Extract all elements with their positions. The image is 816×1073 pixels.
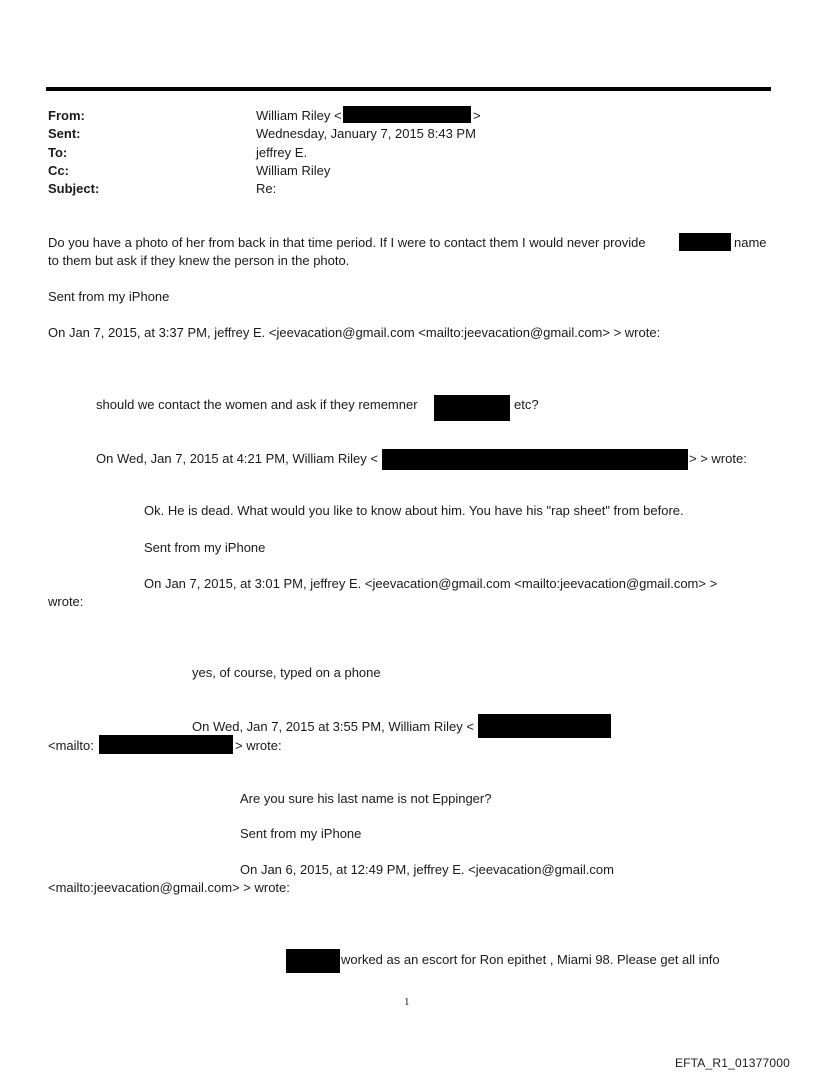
redaction-box	[343, 106, 471, 123]
quote-header-end: > wrote:	[235, 738, 282, 753]
quote-header: On Jan 7, 2015, at 3:37 PM, jeffrey E. <jeevacation@gmail.com <mailto:jeevacation@gmail.com> > wrote:	[48, 325, 661, 340]
sent-value: Wednesday, January 7, 2015 8:43 PM	[256, 126, 476, 141]
page-number: 1	[404, 996, 410, 1008]
quoted-text: should we contact the women and ask if they rememner	[96, 397, 418, 412]
cc-label: Cc:	[48, 163, 69, 178]
to-label: To:	[48, 145, 68, 160]
signature: Sent from my iPhone	[144, 540, 266, 555]
redaction-box	[99, 735, 233, 754]
quoted-text: yes, of course, typed on a phone	[192, 665, 381, 680]
quoted-text: etc?	[514, 397, 539, 412]
quote-header: On Wed, Jan 7, 2015 at 4:21 PM, William Riley <	[96, 451, 378, 466]
header-rule	[46, 87, 771, 91]
body-line: name	[734, 235, 767, 250]
from-value: William Riley <	[256, 108, 342, 123]
to-value: jeffrey E.	[256, 145, 308, 160]
body-line: Do you have a photo of her from back in that time period. If I were to contact them I would never provide	[48, 235, 646, 250]
redaction-box	[382, 449, 688, 470]
subject-value: Re:	[256, 181, 277, 196]
quoted-text: Ok. He is dead. What would you like to know about him. You have his "rap sheet" from before.	[144, 503, 684, 518]
quote-header: wrote:	[48, 594, 84, 609]
signature: Sent from my iPhone	[240, 826, 362, 841]
quoted-text: worked as an escort for Ron epithet , Miami 98. Please get all info	[341, 952, 720, 967]
redaction-box	[679, 233, 731, 251]
quote-header: <mailto:	[48, 738, 94, 753]
quote-header: On Wed, Jan 7, 2015 at 3:55 PM, William Riley <	[192, 719, 474, 734]
bates-number: EFTA_R1_01377000	[674, 1056, 790, 1070]
signature: Sent from my iPhone	[48, 289, 170, 304]
body-line: to them but ask if they knew the person in the photo.	[48, 253, 350, 268]
subject-label: Subject:	[48, 181, 100, 196]
redaction-box	[434, 395, 510, 421]
quote-header: <mailto:jeevacation@gmail.com> > wrote:	[48, 880, 290, 895]
redaction-box	[478, 714, 611, 738]
from-label: From:	[48, 108, 85, 123]
quoted-text: Are you sure his last name is not Eppinger?	[240, 791, 492, 806]
cc-value: William Riley	[256, 163, 331, 178]
redaction-box	[286, 949, 340, 973]
quote-header-end: > > wrote:	[689, 451, 747, 466]
quote-header: On Jan 7, 2015, at 3:01 PM, jeffrey E. <jeevacation@gmail.com <mailto:jeevacation@gmail.com> >	[144, 576, 718, 591]
sent-label: Sent:	[48, 126, 81, 141]
from-value-close: >	[473, 108, 481, 123]
quote-header: On Jan 6, 2015, at 12:49 PM, jeffrey E. <jeevacation@gmail.com	[240, 862, 614, 877]
